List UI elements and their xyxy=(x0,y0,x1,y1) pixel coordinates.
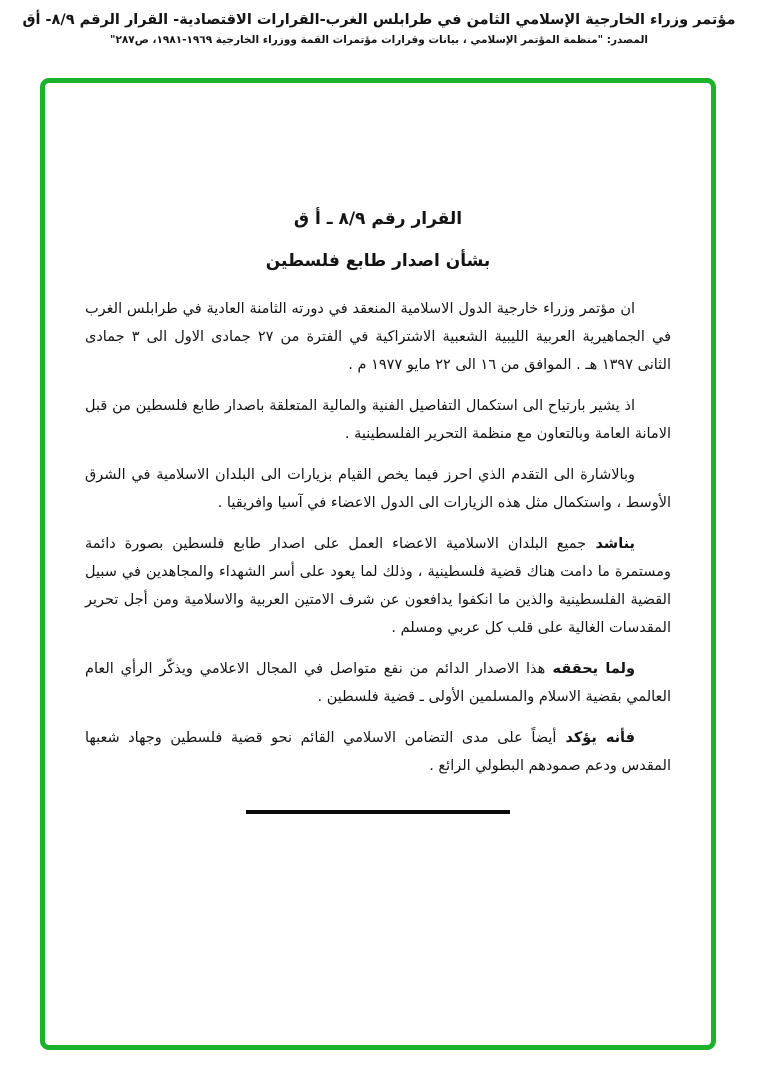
paragraph-text: وبالاشارة الى التقدم الذي احرز فيما يخص القيام بزيارات الى البلدان الاسلامية في الشرق الأوسط ، واستكمال مثل هذه الزيارات الى الدول الاعضاء في آسيا وافريقيا . xyxy=(85,467,671,511)
paragraph xyxy=(85,530,671,642)
paragraph xyxy=(85,392,671,448)
page-header xyxy=(0,12,758,46)
document-frame xyxy=(40,78,716,1050)
paragraph-lead: يناشد xyxy=(586,536,636,552)
paragraph-text: اذ يشير بارتياح الى استكمال التفاصيل الفنية والمالية المتعلقة باصدار طابع فلسطين من قبل الامانة العامة وبالتعاون مع منظمة التحرير الفلسطينية . xyxy=(85,398,671,442)
paragraph-lead: ولما يحققه xyxy=(545,661,636,677)
paragraph xyxy=(85,724,671,780)
header-citation-line: مؤتمر وزراء الخارجية الإسلامي الثامن في طرابلس الغرب-القرارات الاقتصادية- القرار الرقم ٨/٩- أق xyxy=(22,12,736,28)
divider-rule xyxy=(246,810,510,814)
paragraph xyxy=(85,655,671,711)
paragraph xyxy=(85,461,671,517)
paragraph xyxy=(85,295,671,379)
document-content xyxy=(45,83,711,814)
paragraph-text: جميع البلدان الاسلامية الاعضاء العمل على اصدار طابع فلسطين بصورة دائمة ومستمرة ما دامت هناك قضية فلسطينية ، وذلك لما يعود على أسر الشهداء والمجاهدين في سبيل القضية الفلسطينية والذين ما انكفوا يدافعون عن شرف الامتين العربية والاسلامية ومن أجل تحرير المقدسات الغالية على قلب كل عربي ومسلم . xyxy=(85,536,671,636)
paragraph-text: هذا الاصدار الدائم من نفع متواصل في المجال الاعلامي ويذكّر الرأي العام العالمي بقضية الاسلام والمسلمين الأولى ـ قضية فلسطين . xyxy=(85,661,671,705)
paragraph-lead: فأنه يؤكد xyxy=(556,730,635,746)
resolution-subject-title: بشأن اصدار طابع فلسطين xyxy=(265,251,491,271)
paragraph-text: أيضاً على مدى التضامن الاسلامي القائم نحو قضية فلسطين وجهاد شعبها المقدس ودعم صمودهم البطولي الرائع . xyxy=(85,730,671,774)
paragraph-text: ان مؤتمر وزراء خارجية الدول الاسلامية المنعقد في دورته الثامنة العادية في طرابلس الغرب في الجماهيرية العربية الليبية الشعبية الاشتراكية في الفترة من ٢٧ جمادى الاول الى ٣ جمادى الثانى ١٣٩٧ هـ . الموافق من ١٦ الى ٢٢ مايو ١٩٧٧ م . xyxy=(85,301,672,373)
resolution-number-title: القرار رقم ٨/٩ ـ أ ق xyxy=(293,209,463,229)
resolution-body xyxy=(85,295,671,780)
header-source-line: المصدر: "منظمة المؤتمر الإسلامي ، بيانات وقرارات مؤتمرات القمة ووزراء الخارجية ١٩٦٩-١٩٨١، ص٢٨٧" xyxy=(109,34,648,46)
